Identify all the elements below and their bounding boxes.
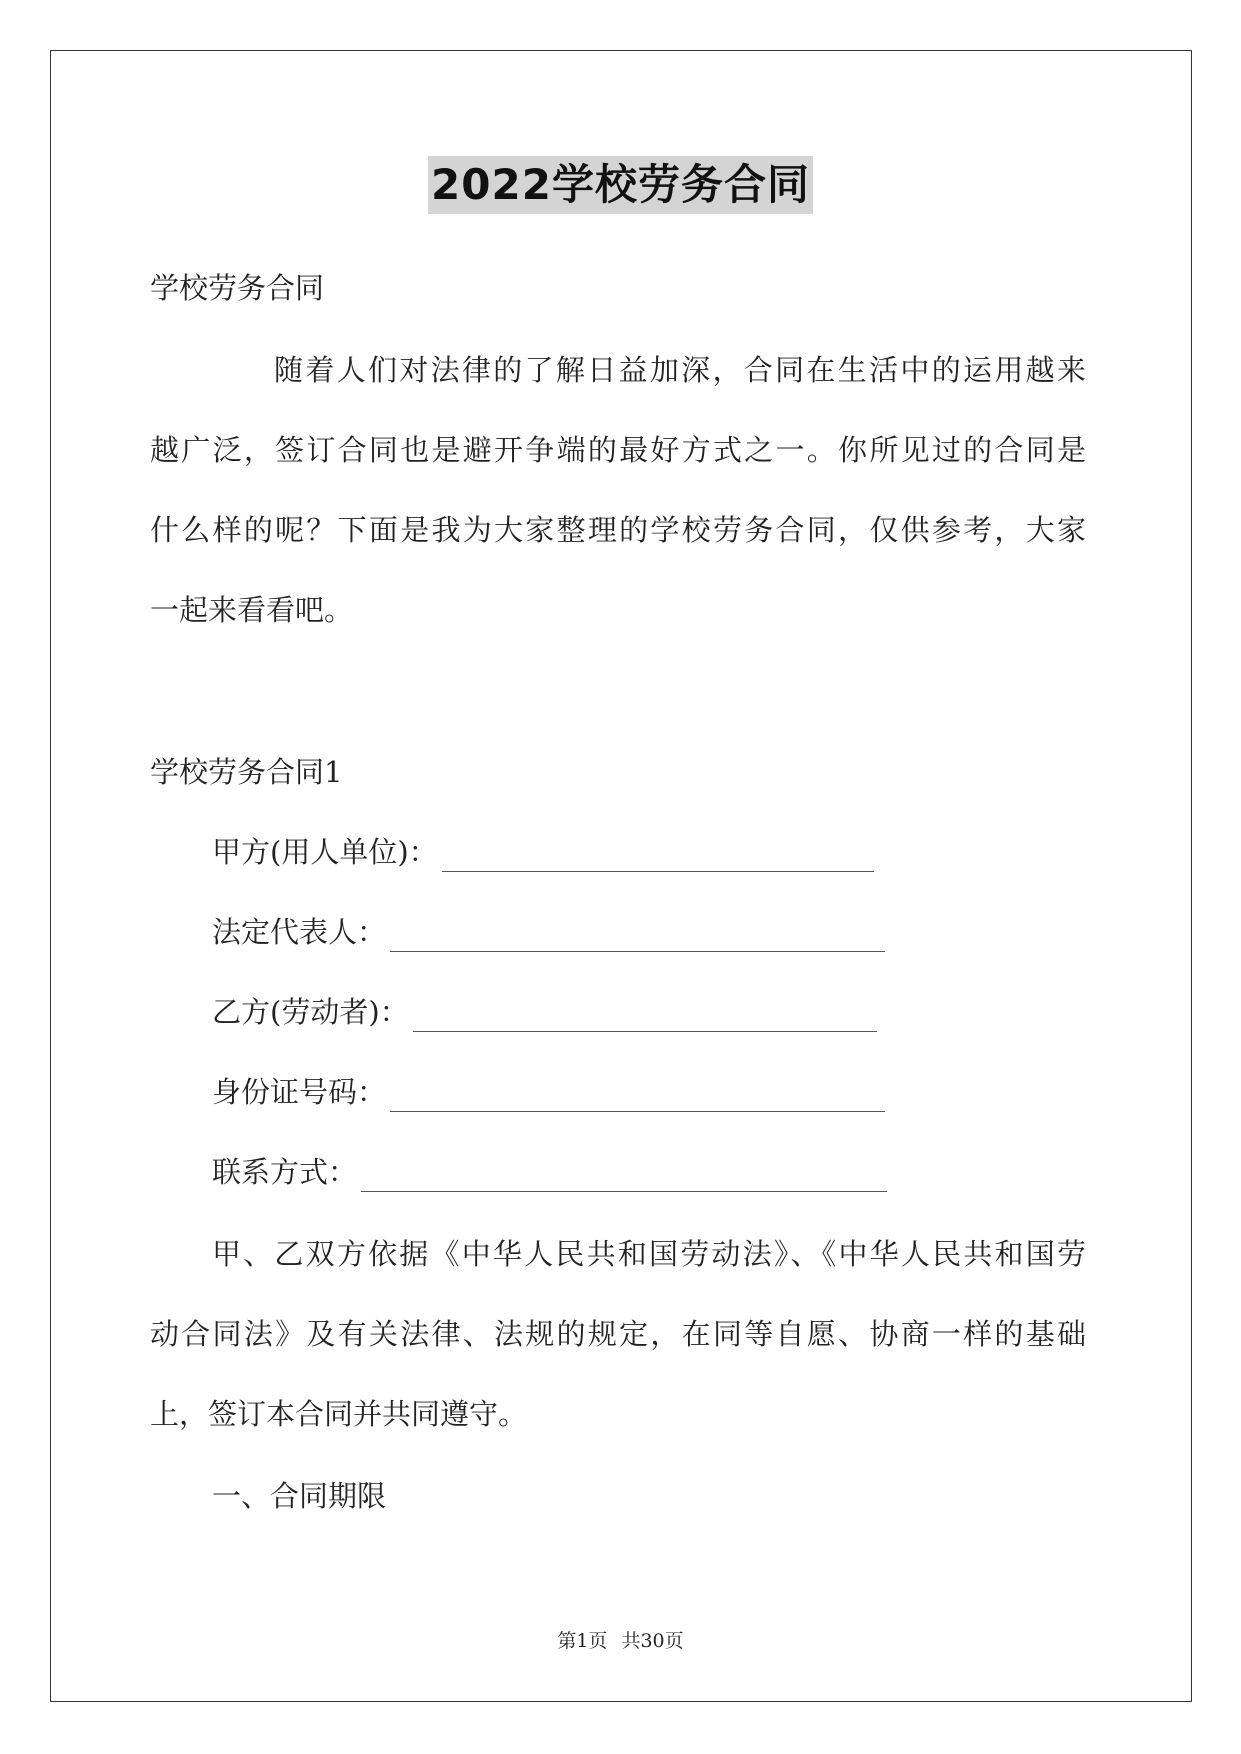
field-contact xyxy=(212,1152,887,1192)
page-total: 共30页 xyxy=(621,1630,684,1652)
field-id-number-label: 身份证号码： xyxy=(212,1075,387,1109)
basis-line-1: 甲、乙双方依据《中华人民共和国劳动法》、《中华人民共和国劳 xyxy=(212,1237,1086,1271)
title-container xyxy=(0,156,1241,214)
document-title: 2022学校劳务合同 xyxy=(428,156,813,214)
field-contact-label: 联系方式： xyxy=(212,1155,358,1189)
field-id-number-blank[interactable] xyxy=(390,1081,885,1112)
field-party-a-label: 甲方(用人单位)： xyxy=(212,835,438,869)
basis-line-3: 上，签订本合同并共同遵守。 xyxy=(150,1397,528,1431)
basis-line-2: 动合同法》及有关法律、法规的规定，在同等自愿、协商一样的基础 xyxy=(150,1317,1086,1351)
document-subtitle: 学校劳务合同 xyxy=(150,271,325,305)
field-party-b xyxy=(212,992,877,1032)
clause-heading: 一、合同期限 xyxy=(212,1479,387,1513)
intro-line-4: 一起来看看吧。 xyxy=(150,593,354,627)
page-number: 第1页 xyxy=(557,1630,608,1652)
field-party-b-blank[interactable] xyxy=(413,1001,877,1032)
page-footer xyxy=(0,1628,1241,1654)
field-contact-blank[interactable] xyxy=(361,1161,887,1192)
section-heading: 学校劳务合同1 xyxy=(150,755,343,789)
intro-line-2: 越广泛，签订合同也是避开争端的最好方式之一。你所见过的合同是 xyxy=(150,433,1086,467)
field-party-a xyxy=(212,832,874,872)
field-legal-rep-label: 法定代表人： xyxy=(212,915,387,949)
field-legal-rep-blank[interactable] xyxy=(390,921,885,952)
field-legal-rep xyxy=(212,912,885,952)
field-party-b-label: 乙方(劳动者)： xyxy=(212,995,409,1029)
field-party-a-blank[interactable] xyxy=(442,841,874,872)
intro-line-3: 什么样的呢？下面是我为大家整理的学校劳务合同，仅供参考，大家 xyxy=(150,513,1086,547)
intro-line-1: 随着人们对法律的了解日益加深，合同在生活中的运用越来 xyxy=(274,353,1086,387)
field-id-number xyxy=(212,1072,885,1112)
